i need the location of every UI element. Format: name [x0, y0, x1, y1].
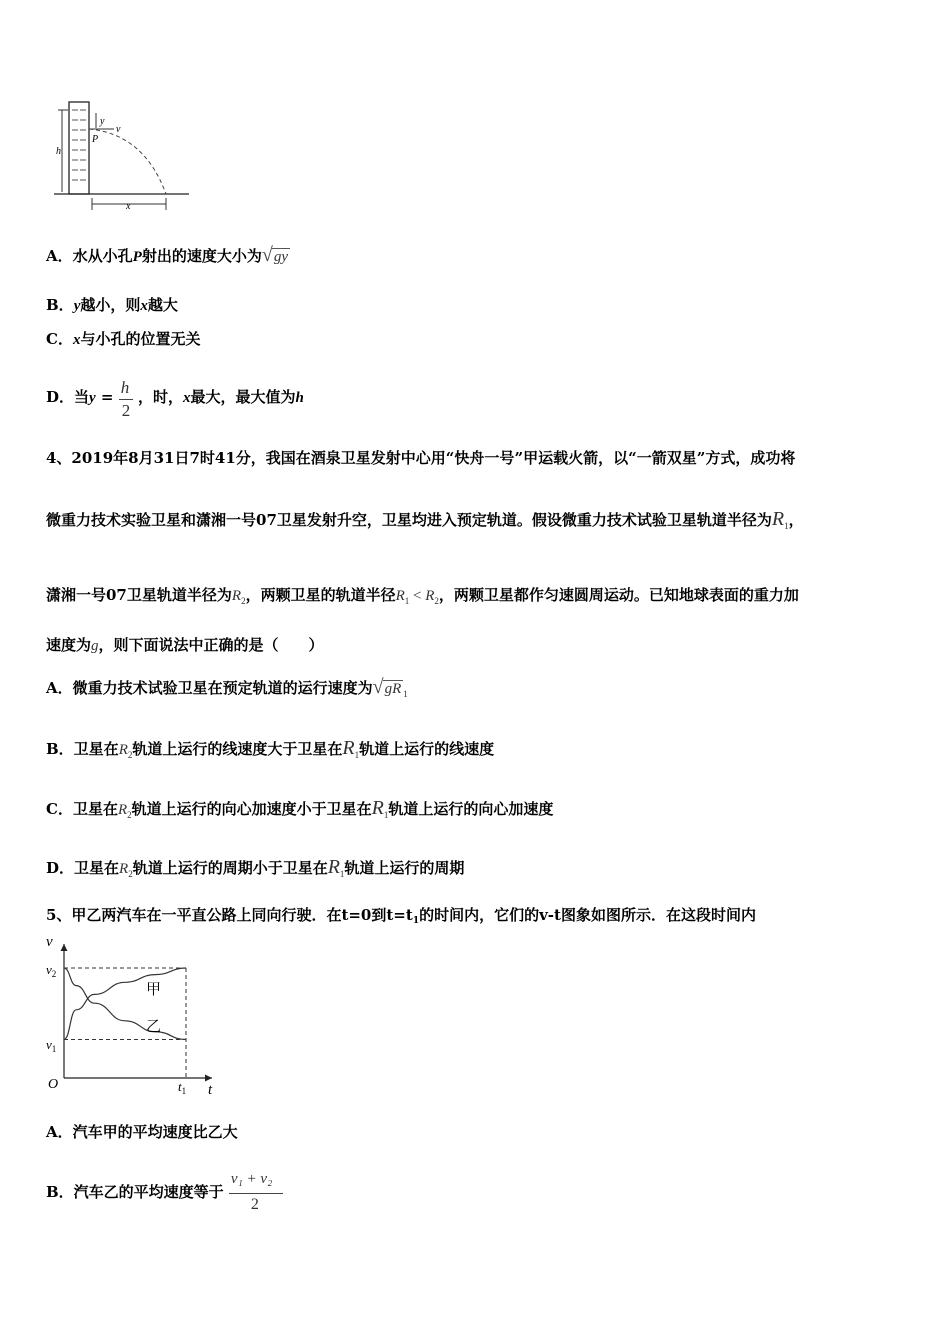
q4-option-b: B．卫星在$R_2$轨道上运行的线速度大于卫星在$R_1$轨道上运行的线速度 — [46, 737, 495, 760]
q4-stem-line4: 速度为g，则下面说法中正确的是（ ） — [46, 636, 324, 654]
q4-stem-line3: 潇湘一号07卫星轨道半径为$R_2$，两颗卫星的轨道半径$R_1 < R_2$，两颗卫星都作匀速圆周运动。已知地球表面的重力加 — [46, 586, 799, 606]
label-h: h — [56, 146, 61, 157]
series-yi-curve — [64, 968, 186, 1040]
x-axis-label: t — [208, 1082, 213, 1098]
v1-tick-label: $v_1$ — [46, 1037, 57, 1054]
q5-option-a: A．汽车甲的平均速度比乙大 — [46, 1123, 238, 1141]
label-x: x — [126, 201, 131, 212]
q4-stem-line1: 4、2019年8月31日7时41分，我国在酒泉卫星发射中心用“快舟一号”甲运载火箭，以“一箭双星”方式，成功将 — [46, 449, 796, 467]
t1-tick-label: $t_1$ — [178, 1079, 187, 1096]
v2-tick-label: $v_2$ — [46, 962, 57, 979]
q3-option-b: B．y越小，则x越大 — [46, 296, 178, 314]
label-v: v — [116, 124, 121, 135]
q4-stem-line2: 微重力技术实验卫星和潇湘一号07卫星发射升空，卫星均进入预定轨道。假设微重力技术试验卫星轨道半径为$R_1$， — [46, 508, 804, 531]
vt-chart — [40, 930, 240, 1100]
q4-option-a: A．微重力技术试验卫星在预定轨道的运行速度为√gR $_1$ — [46, 676, 408, 699]
q3-option-d: D．当y = $\frac{h}{2}$ ，时，x最大，最大值为h — [46, 378, 304, 420]
water-jet-figure — [44, 98, 194, 213]
series-jia-curve — [64, 968, 186, 1040]
label-y: y — [100, 116, 105, 127]
y-axis-label: v — [46, 934, 53, 950]
series-yi-label: 乙 — [146, 1017, 162, 1035]
label-p: P — [92, 134, 99, 145]
series-jia-label: 甲 — [146, 980, 162, 998]
origin-label: O — [48, 1077, 59, 1092]
q3-option-c: C．x与小孔的位置无关 — [46, 330, 201, 348]
q3-option-a: A．水从小孔P射出的速度大小为√gy — [46, 244, 288, 266]
q4-option-d: D．卫星在$R_2$轨道上运行的周期小于卫星在$R_1$轨道上运行的周期 — [46, 856, 465, 879]
q5-option-b: B．汽车乙的平均速度等于 $\frac{\text{v₁ + v₂}}{2}$ — [46, 1181, 283, 1202]
q5-stem: 5、甲乙两汽车在一平直公路上同向行驶．在t=0到$t=t_1$的时间内，它们的v-t图象如图所示．在这段时间内 — [46, 906, 756, 926]
q4-option-c: C．卫星在$R_2$轨道上运行的向心加速度小于卫星在$R_1$轨道上运行的向心加速度 — [46, 797, 554, 820]
